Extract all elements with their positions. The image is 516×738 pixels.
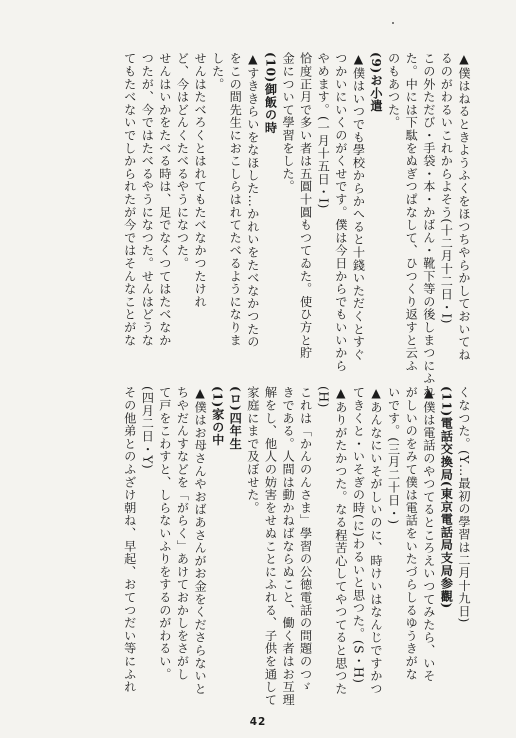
text-line: つかいにいくのがくせです。僕は今日からでもいいから	[333, 52, 348, 372]
text-line: ▲ありがたかつた。なる程苦心してやつてると思つた	[333, 386, 348, 695]
text-line: がしいのをみて僕は電話をいたづらしるゆうきがな	[404, 386, 419, 681]
text-line: のもあつた。	[386, 52, 401, 129]
text-line: た。中には下駄をぬぎつぱなして、ひつくり返すと云ふ	[404, 52, 419, 372]
text-line: 解をし、他人の妨害をせぬことにふれる、子供を通して	[263, 386, 278, 706]
text-line: ど、今はどんくたべるやうになつた。	[175, 52, 190, 270]
upper-text-block	[120, 52, 472, 398]
text-line: (10)御飯の時	[263, 52, 278, 135]
text-line: (1)家の中	[210, 386, 225, 447]
text-line: した。	[210, 52, 225, 91]
text-line: (9)お小遣	[369, 52, 384, 113]
text-line: るのがわるいこれからよそう(十二月十二日・I)	[439, 52, 454, 325]
text-line: ▲僕は電話のやつてるところえいつてみたら、いそ	[421, 386, 436, 683]
text-line: いです。(三月二十日・)	[386, 386, 401, 525]
text-line: 家庭にまで及ぼせた。	[245, 386, 260, 514]
page-number: 42	[249, 716, 267, 728]
text-line: きである。人間は動かねばならぬこと、働く者はお互理	[281, 386, 296, 706]
text-line: 金について學習をした。	[281, 52, 296, 193]
text-line: これは「かんのんさま」學習の公徳電話の問題のつゞ	[298, 386, 313, 694]
text-line: ▲僕はいつでも學校からかへると十錢いただくとすぐ	[351, 52, 366, 361]
text-line: やめます。(一月十五日・I)	[316, 52, 331, 209]
text-line: てきくと・いそぎの時(に)わるいと思つた。(S・H)	[351, 386, 366, 684]
text-line: つたが、今ではたべるやうになつた。せんはどうな	[140, 52, 155, 347]
text-line: せんはいかをたべる時は、足でなくつてはたべなか	[157, 52, 172, 347]
text-line: (ロ)四年生	[228, 386, 243, 450]
text-line: ▲僕はお母さんやおばあさんがお金をくださらないと	[193, 386, 208, 695]
text-line: て戸をこわすと、しらないふりをするのがわるい。	[157, 386, 172, 681]
text-line: せんはたべろくとはれてもたべなかつたけれ	[193, 52, 208, 308]
lower-text-block	[120, 386, 472, 706]
text-line: くなつた。(Y…最初の學習は二月十九日)	[457, 386, 471, 623]
text-line: (H)	[316, 386, 331, 408]
text-line: ▲すききらいをなほした…かれいをたべなかつたの	[245, 52, 260, 349]
print-speck	[392, 22, 394, 24]
text-line: 恰度正月で多い者は五圓十圓もつてゐた。使ひ方と貯	[298, 52, 313, 360]
text-line: ▲僕はねるときようふくをほつちやらかしておいてね	[457, 52, 471, 361]
text-line: ちやだんすなどを「がらく」あけておかしをさがし	[175, 386, 190, 681]
text-line: てもたべないでしかられたが今ではそんなことがな	[122, 52, 137, 347]
text-line: をこの間先生におこしらはれてたべるようになりま	[228, 52, 243, 347]
text-line: その他弟とのふざけ朝ね、早起、おてつだい等にふれ	[122, 386, 137, 694]
text-line: (11)電話交換局(東京電話局支局参觀)	[439, 386, 454, 609]
text-line: (四月二日・Y)	[140, 386, 155, 470]
text-line: ▲あんなにいそがしいのに、時けいはなんじですかつ	[369, 386, 384, 695]
text-line: この外ただび・手袋・本・かばん・靴下等の後しまつにふれ	[421, 52, 436, 398]
